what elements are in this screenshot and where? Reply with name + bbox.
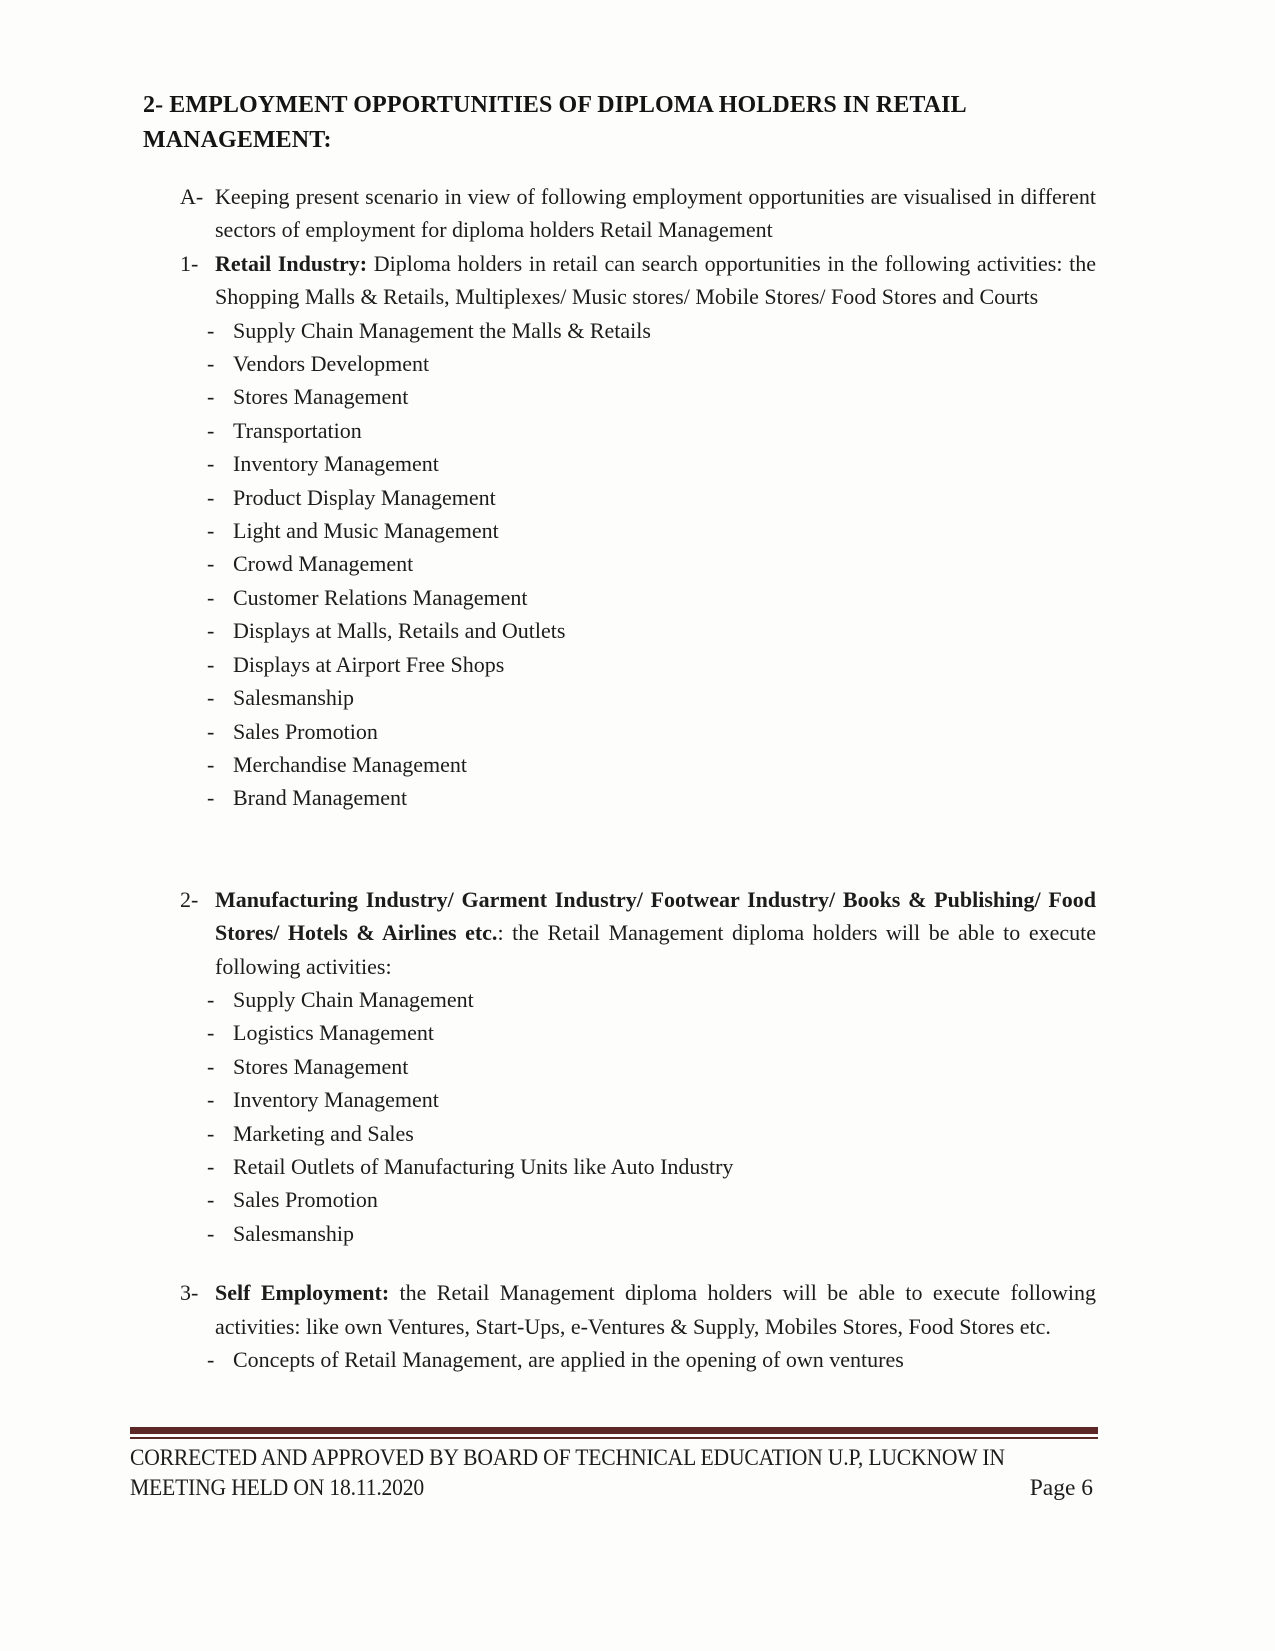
list-item-text: Logistics Management xyxy=(233,1020,435,1046)
list-item-text: Supply Chain Management the Malls & Retails xyxy=(233,317,651,343)
dash-bullet: - xyxy=(207,551,215,577)
dash-bullet: - xyxy=(207,718,215,744)
list-item xyxy=(143,380,1096,413)
list-item xyxy=(143,983,1096,1016)
list-item xyxy=(143,481,1096,514)
list-item-text: Transportation xyxy=(233,417,362,443)
list-item xyxy=(143,748,1096,781)
list-item xyxy=(143,1050,1096,1083)
list-item-text: Vendors Development xyxy=(233,351,430,377)
list-item-text: Supply Chain Management xyxy=(233,986,474,1012)
footer-meeting-row xyxy=(130,1473,1093,1503)
list-item-text: Brand Management xyxy=(233,785,408,811)
section-1-list xyxy=(143,314,1096,815)
list-item xyxy=(143,1183,1096,1216)
list-item-text: Salesmanship xyxy=(233,1220,354,1246)
list-item xyxy=(143,414,1096,447)
document-content xyxy=(143,88,1096,1376)
list-item xyxy=(143,715,1096,748)
section-1-title: Retail Industry: xyxy=(215,250,368,276)
list-item-text: Customer Relations Management xyxy=(233,584,528,610)
section-2-list xyxy=(143,983,1096,1250)
dash-bullet: - xyxy=(207,751,215,777)
list-item xyxy=(143,547,1096,580)
page-footer xyxy=(130,1443,1093,1503)
list-item-text: Inventory Management xyxy=(233,1087,439,1113)
section-1-body-text: Diploma holders in retail can search opportunities in the following activities: the Shopping Malls & Retails, Multiplexes/ Music stores/ Mobile Stores/ Food Stores and Courts xyxy=(215,250,1096,310)
footer-meeting-text: MEETING HELD ON 18.11.2020 xyxy=(130,1475,425,1501)
list-item xyxy=(143,1083,1096,1116)
list-item-text: Crowd Management xyxy=(233,551,414,577)
list-item-text: Product Display Management xyxy=(233,484,496,510)
list-item xyxy=(143,314,1096,347)
dash-bullet: - xyxy=(207,685,215,711)
section-3-body-text: the Retail Management diploma holders will be able to execute following activities: like own Ventures, Start-Ups, e-Ventures & Supply, Mobiles Stores, Food Stores etc. xyxy=(215,1280,1097,1339)
dash-bullet: - xyxy=(207,518,215,544)
section-2-heading xyxy=(143,883,1096,983)
list-item xyxy=(143,347,1096,380)
dash-bullet: - xyxy=(207,351,215,377)
dash-bullet: - xyxy=(207,417,215,443)
dash-bullet: - xyxy=(207,1347,215,1372)
dash-bullet: - xyxy=(207,584,215,610)
page-number: Page 6 xyxy=(1029,1475,1093,1501)
list-item xyxy=(143,447,1096,480)
dash-bullet: - xyxy=(207,986,215,1012)
section-2-title: Manufacturing Industry/ Garment Industry/ Footwear Industry/ Books & Publishing/ Food Stores/ Hotels & Airlines etc. xyxy=(215,886,1096,946)
list-item xyxy=(143,514,1096,547)
list-item xyxy=(143,681,1096,714)
dash-bullet: - xyxy=(207,785,215,811)
list-item xyxy=(143,1016,1096,1049)
dash-bullet: - xyxy=(207,384,215,410)
list-item xyxy=(143,581,1096,614)
section-3-heading xyxy=(143,1276,1096,1343)
list-item-text: Stores Management xyxy=(233,384,409,410)
list-item-text: Sales Promotion xyxy=(233,1187,378,1213)
footer-approval-row xyxy=(130,1443,1093,1473)
section-1-label: 1- xyxy=(180,250,199,276)
list-item-text: Marketing and Sales xyxy=(233,1120,414,1146)
intro-text: Keeping present scenario in view of following employment opportunities are visualised in different sectors of employment for diploma holders Retail Management xyxy=(215,184,1096,243)
section-1-paragraph xyxy=(215,247,1096,314)
list-item-text: Concepts of Retail Management, are applied in the opening of own ventures xyxy=(233,1347,904,1372)
list-item-text: Salesmanship xyxy=(233,685,354,711)
list-item-text: Displays at Malls, Retails and Outlets xyxy=(233,618,566,644)
dash-bullet: - xyxy=(207,1020,215,1046)
section-3-title: Self Employment: xyxy=(215,1280,390,1306)
list-item xyxy=(143,781,1096,814)
list-item xyxy=(143,1343,1096,1376)
dash-bullet: - xyxy=(207,317,215,343)
dash-bullet: - xyxy=(207,484,215,510)
list-item-text: Retail Outlets of Manufacturing Units like Auto Industry xyxy=(233,1153,734,1179)
dash-bullet: - xyxy=(207,1053,215,1079)
section-3-list xyxy=(143,1343,1096,1376)
list-item xyxy=(143,648,1096,681)
list-item xyxy=(143,1117,1096,1150)
list-item xyxy=(143,1217,1096,1250)
list-item-text: Light and Music Management xyxy=(233,518,499,544)
footer-approval-text: CORRECTED AND APPROVED BY BOARD OF TECHNICAL EDUCATION U.P, LUCKNOW IN xyxy=(130,1445,1005,1471)
dash-bullet: - xyxy=(207,1120,215,1146)
list-item-text: Displays at Airport Free Shops xyxy=(233,651,505,677)
dash-bullet: - xyxy=(207,1087,215,1113)
section-3-label: 3- xyxy=(180,1280,199,1306)
list-item-text: Stores Management xyxy=(233,1053,409,1079)
dash-bullet: - xyxy=(207,651,215,677)
section-2-label: 2- xyxy=(180,886,199,912)
section-2-paragraph xyxy=(215,883,1096,983)
list-item-text: Inventory Management xyxy=(233,451,439,477)
section-2-body-text: : the Retail Management diploma holders will be able to execute following activities: xyxy=(215,920,1097,979)
list-item xyxy=(143,1150,1096,1183)
intro-label: A- xyxy=(180,184,204,209)
page-title: 2- EMPLOYMENT OPPORTUNITIES OF DIPLOMA HOLDERS IN RETAIL MANAGEMENT: xyxy=(143,92,966,153)
dash-bullet: - xyxy=(207,1187,215,1213)
footer-divider xyxy=(130,1427,1098,1434)
dash-bullet: - xyxy=(207,451,215,477)
section-1-heading xyxy=(143,247,1096,314)
section-3-paragraph xyxy=(215,1276,1096,1343)
dash-bullet: - xyxy=(207,618,215,644)
list-item-text: Sales Promotion xyxy=(233,718,378,744)
list-item xyxy=(143,614,1096,647)
intro-paragraph xyxy=(143,180,1096,247)
dash-bullet: - xyxy=(207,1220,215,1246)
list-item-text: Merchandise Management xyxy=(233,751,467,777)
dash-bullet: - xyxy=(207,1153,215,1179)
